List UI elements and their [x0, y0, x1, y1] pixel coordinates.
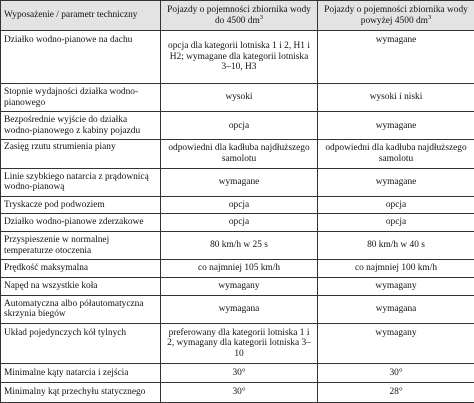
row-value-large: wymagany	[318, 323, 474, 364]
table-row	[1, 323, 474, 364]
row-value-large: wymagana	[318, 295, 474, 323]
row-value-small: 30°	[161, 364, 318, 383]
row-parameter: Napęd na wszystkie koła	[1, 277, 161, 295]
row-parameter: Tryskacze pod podwoziem	[1, 196, 161, 214]
table-row	[1, 214, 474, 232]
row-parameter: Automatyczna albo półautomatyczna skrzynia biegów	[1, 295, 161, 323]
row-value-large: wymagany	[318, 277, 474, 295]
row-value-small: opcja	[161, 112, 318, 140]
table-row	[1, 196, 474, 214]
row-value-large: odpowiedni dla kadłuba najdłuższego samolotu	[318, 140, 474, 168]
row-parameter: Bezpośrednie wyjście do działka wodno-pianowego z kabiny pojazdu	[1, 112, 161, 140]
header-small-tank: Pojazdy o pojemności zbiornika wody do 4500 $dm^3$	[161, 1, 318, 31]
table-row	[1, 295, 474, 323]
row-value-small: opcja	[161, 214, 318, 232]
table-row	[1, 112, 474, 140]
row-value-large: wymagane	[318, 31, 474, 84]
table-row	[1, 277, 474, 295]
table-row	[1, 232, 474, 260]
row-parameter: Działko wodno-pianowe na dachu	[1, 31, 161, 84]
row-value-small: preferowany dla kategorii lotniska 1 i 2, wymagany dla kategorii lotniska 3–10	[161, 323, 318, 364]
row-value-small: co najmniej 105 km/h	[161, 260, 318, 278]
row-value-large: co najmniej 100 km/h	[318, 260, 474, 278]
row-value-large: 28°	[318, 383, 474, 403]
row-parameter: Działko wodno-pianowe zderzakowe	[1, 214, 161, 232]
row-parameter: Zasięg rzutu strumienia piany	[1, 140, 161, 168]
row-value-large: wymagane	[318, 168, 474, 196]
row-value-large: wysoki i niski	[318, 84, 474, 112]
row-parameter: Przyspieszenie w normalnej temperaturze otoczenia	[1, 232, 161, 260]
table-row	[1, 140, 474, 168]
row-value-small: opcja	[161, 196, 318, 214]
row-value-small: odpowiedni dla kadłuba najdłuższego samolotu	[161, 140, 318, 168]
header-large-tank: Pojazdy o pojemności zbiornika wody powyżej 4500 $dm^3$	[318, 1, 474, 31]
row-value-small: wymagane	[161, 168, 318, 196]
table-row	[1, 84, 474, 112]
table-row	[1, 31, 474, 84]
row-parameter: Układ pojedynczych kół tylnych	[1, 323, 161, 364]
table-row	[1, 383, 474, 403]
row-value-small: opcja dla kategorii lotniska 1 i 2, H1 i H2; wymagane dla kategorii lotniska 3–10, H3	[161, 31, 318, 84]
row-parameter: Prędkość maksymalna	[1, 260, 161, 278]
row-value-large: opcja	[318, 214, 474, 232]
header-parameter: Wyposażenie / parametr techniczny	[1, 1, 161, 31]
row-value-small: 30°	[161, 383, 318, 403]
row-parameter: Stopnie wydajności działka wodno-pianowego	[1, 84, 161, 112]
table-row	[1, 364, 474, 383]
row-value-large: wymagane	[318, 112, 474, 140]
row-parameter: Minimalne kąty natarcia i zejścia	[1, 364, 161, 383]
table-header-row	[1, 1, 474, 31]
row-value-large: opcja	[318, 196, 474, 214]
row-value-small: wymagana	[161, 295, 318, 323]
row-value-large: 30°	[318, 364, 474, 383]
row-parameter: Minimalny kąt przechyłu statycznego	[1, 383, 161, 403]
row-value-small: wymagany	[161, 277, 318, 295]
row-value-large: 80 km/h w 40 s	[318, 232, 474, 260]
row-value-small: 80 km/h w 25 s	[161, 232, 318, 260]
row-value-small: wysoki	[161, 84, 318, 112]
row-parameter: Linie szybkiego natarcia z prądownicą wodno-pianową	[1, 168, 161, 196]
table-row	[1, 260, 474, 278]
table-row	[1, 168, 474, 196]
